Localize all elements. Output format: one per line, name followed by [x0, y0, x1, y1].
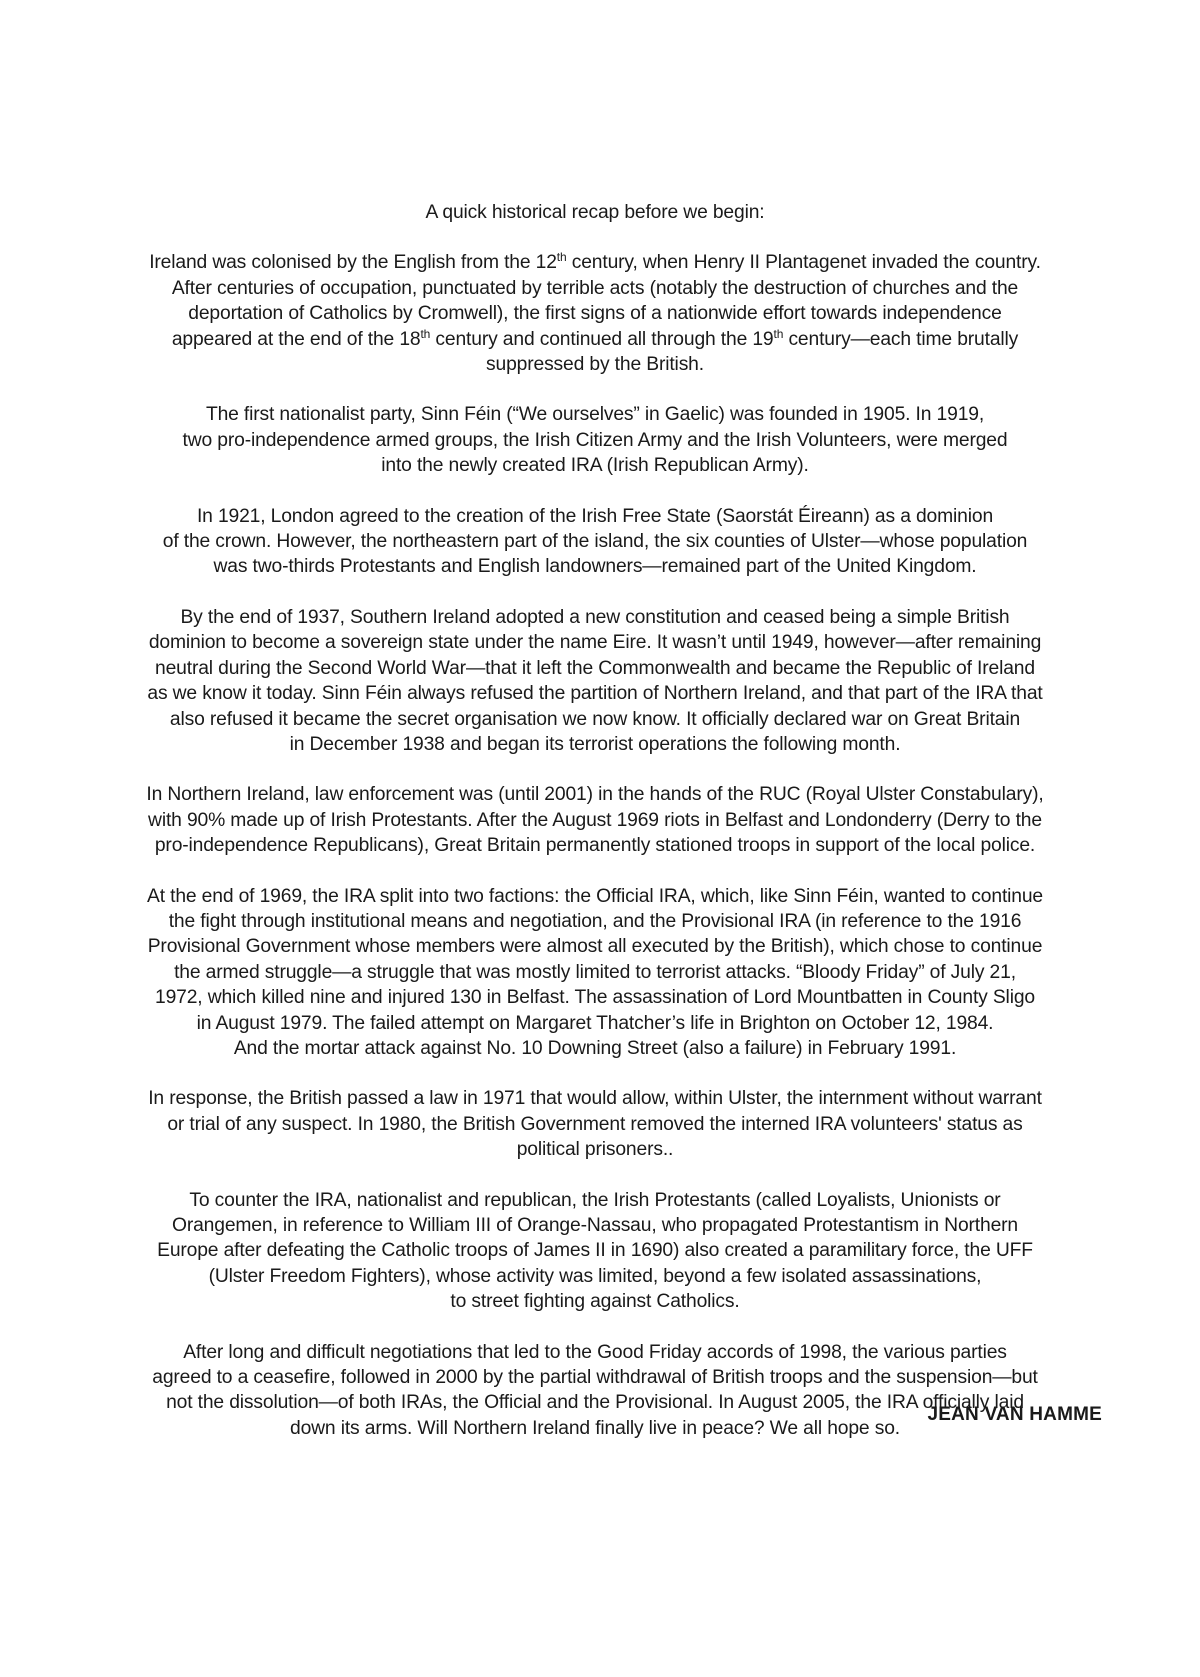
text-line: [92, 554, 1098, 579]
text-line: [92, 428, 1098, 453]
superscript: th: [420, 326, 431, 341]
text-segment: the armed struggle—a struggle that was mostly limited to terrorist attacks. “Bloody Friday” of July 21,: [174, 961, 1016, 983]
text-line: [92, 909, 1098, 934]
text-line: [92, 656, 1098, 681]
paragraph: [92, 782, 1098, 858]
text-line: [92, 1238, 1098, 1263]
paragraph: [92, 884, 1098, 1062]
text-line: [92, 327, 1098, 352]
text-segment: At the end of 1969, the IRA split into two factions: the Official IRA, which, like Sinn Féin, wanted to continue: [147, 885, 1043, 907]
paragraph: [92, 1086, 1098, 1162]
paragraph: [92, 504, 1098, 580]
text-segment: (Ulster Freedom Fighters), whose activity was limited, beyond a few isolated assassinations,: [208, 1265, 982, 1287]
text-line: [92, 630, 1098, 655]
text-segment: In 1921, London agreed to the creation of the Irish Free State (Saorstát Éireann) as a dominion: [196, 505, 994, 527]
text-line: [92, 732, 1098, 757]
text-segment: in December 1938 and began its terrorist operations the following month.: [289, 733, 901, 755]
text-line: [92, 1264, 1098, 1289]
text-line: [92, 301, 1098, 326]
text-line: [92, 1289, 1098, 1314]
text-segment: not the dissolution—of both IRAs, the Official and the Provisional. In August 2005, the IRA officially laid: [166, 1392, 1024, 1414]
text-segment: Orangemen, in reference to William III of Orange-Nassau, who propagated Protestantism in Northern: [171, 1215, 1019, 1236]
text-line: [92, 1365, 1098, 1390]
text-line: [92, 1188, 1098, 1213]
text-segment: To counter the IRA, nationalist and republican, the Irish Protestants (called Loyalists, Unionists or: [189, 1189, 1001, 1211]
text-segment: was two-thirds Protestants and English landowners—remained part of the United Kingdom.: [213, 556, 977, 578]
paragraph: [92, 1188, 1098, 1315]
text-segment: also refused it became the secret organisation we now know. It officially declared war on Great Britain: [169, 708, 1021, 730]
text-segment: the fight through institutional means and negotiation, and the Provisional IRA (in reference to the 1916: [168, 910, 1022, 932]
text-segment: two pro-independence armed groups, the Irish Citizen Army and the Irish Volunteers, were merged: [182, 429, 1008, 451]
intro-heading: A quick historical recap before we begin:: [425, 202, 765, 223]
text-segment: In response, the British passed a law in 1971 that would allow, within Ulster, the internment without warrant: [148, 1088, 1042, 1110]
text-line: [92, 529, 1098, 554]
text-segment: political prisoners..: [516, 1139, 674, 1161]
paragraph-list: [92, 250, 1098, 1441]
text-line: [92, 402, 1098, 427]
text-segment: to street fighting against Catholics.: [450, 1291, 740, 1313]
text-segment: with 90% made up of Irish Protestants. After the August 1969 riots in Belfast and Londonderry (Derry to the: [148, 809, 1042, 831]
text-line: [92, 352, 1098, 377]
text-line: [92, 884, 1098, 909]
text-segment: agreed to a ceasefire, followed in 2000 by the partial withdrawal of British troops and the suspension—but: [152, 1367, 1038, 1389]
text-line: [92, 1213, 1098, 1238]
text-line: [92, 504, 1098, 529]
text-segment: in August 1979. The failed attempt on Margaret Thatcher’s life in Brighton on October 12, 1984.: [196, 1012, 994, 1034]
text-segment: into the newly created IRA (Irish Republican Army).: [381, 455, 809, 477]
text-segment: suppressed by the British.: [486, 354, 704, 376]
text-segment: And the mortar attack against No. 10 Downing Street (also a failure) in February 1991.: [233, 1037, 957, 1059]
text-segment: In Northern Ireland, law enforcement was (until 2001) in the hands of the RUC (Royal Ulster Constabulary),: [146, 784, 1044, 806]
text-line: [92, 1011, 1098, 1036]
text-line: [92, 681, 1098, 706]
text-segment: of the crown. However, the northeastern part of the island, the six counties of Ulster—whose population: [162, 531, 1028, 553]
text-line: [92, 276, 1098, 301]
text-segment: neutral during the Second World War—that it left the Commonwealth and became the Republic of Ireland: [155, 657, 1035, 679]
text-segment: Europe after defeating the Catholic troops of James II in 1690) also created a paramilitary force, the UFF: [157, 1240, 1033, 1262]
text-segment: appeared at the end of the 18: [171, 328, 421, 350]
text-block: [92, 200, 1098, 1466]
text-segment: After centuries of occupation, punctuated by terrible acts (notably the destruction of churches and the: [171, 277, 1019, 299]
text-line: [92, 605, 1098, 630]
text-segment: century—each time brutally: [783, 328, 1019, 350]
text-line: [92, 1086, 1098, 1111]
paragraph: [92, 250, 1098, 377]
text-segment: century and continued all through the 19: [430, 328, 774, 350]
text-segment: Ireland was colonised by the English from the 12: [149, 252, 557, 274]
text-segment: or trial of any suspect. In 1980, the British Government removed the interned IRA volunteers' status as: [167, 1113, 1023, 1135]
text-segment: The first nationalist party, Sinn Féin (“We ourselves” in Gaelic) was founded in 1905. In 1919,: [205, 404, 985, 426]
paragraph: [92, 402, 1098, 478]
text-line: [92, 453, 1098, 478]
text-segment: 1972, which killed nine and injured 130 in Belfast. The assassination of Lord Mountbatten in County Sligo: [155, 987, 1035, 1009]
text-segment: as we know it today. Sinn Féin always refused the partition of Northern Ireland, and that part of the IRA that: [147, 683, 1043, 705]
text-line: [92, 960, 1098, 985]
text-line: [92, 1112, 1098, 1137]
text-segment: Provisional Government whose members were almost all executed by the British), which chose to continue: [147, 936, 1043, 958]
text-segment: After long and difficult negotiations that led to the Good Friday accords of 1998, the various parties: [183, 1341, 1007, 1363]
superscript: th: [556, 250, 567, 265]
text-segment: By the end of 1937, Southern Ireland adopted a new constitution and ceased being a simple British: [180, 606, 1010, 628]
text-segment: down its arms. Will Northern Ireland finally live in peace? We all hope so.: [290, 1417, 900, 1439]
text-line: [92, 808, 1098, 833]
text-segment: dominion to become a sovereign state under the name Eire. It wasn’t until 1949, however—after remaining: [148, 632, 1042, 654]
text-line: [92, 707, 1098, 732]
text-line: [92, 934, 1098, 959]
text-line: [92, 833, 1098, 858]
text-line: [92, 1137, 1098, 1162]
text-line: [92, 1340, 1098, 1365]
text-line: [92, 250, 1098, 275]
text-line: [92, 1036, 1098, 1061]
superscript: th: [773, 326, 784, 341]
text-segment: pro-independence Republicans), Great Britain permanently stationed troops in support of the local police.: [154, 835, 1036, 857]
text-line: [92, 782, 1098, 807]
text-line: [92, 985, 1098, 1010]
author-signature: JEAN VAN HAMME: [927, 1404, 1102, 1425]
paragraph: [92, 605, 1098, 757]
text-segment: deportation of Catholics by Cromwell), the first signs of a nationwide effort towards independence: [188, 303, 1002, 325]
text-segment: century, when Henry II Plantagenet invaded the country.: [566, 252, 1041, 274]
